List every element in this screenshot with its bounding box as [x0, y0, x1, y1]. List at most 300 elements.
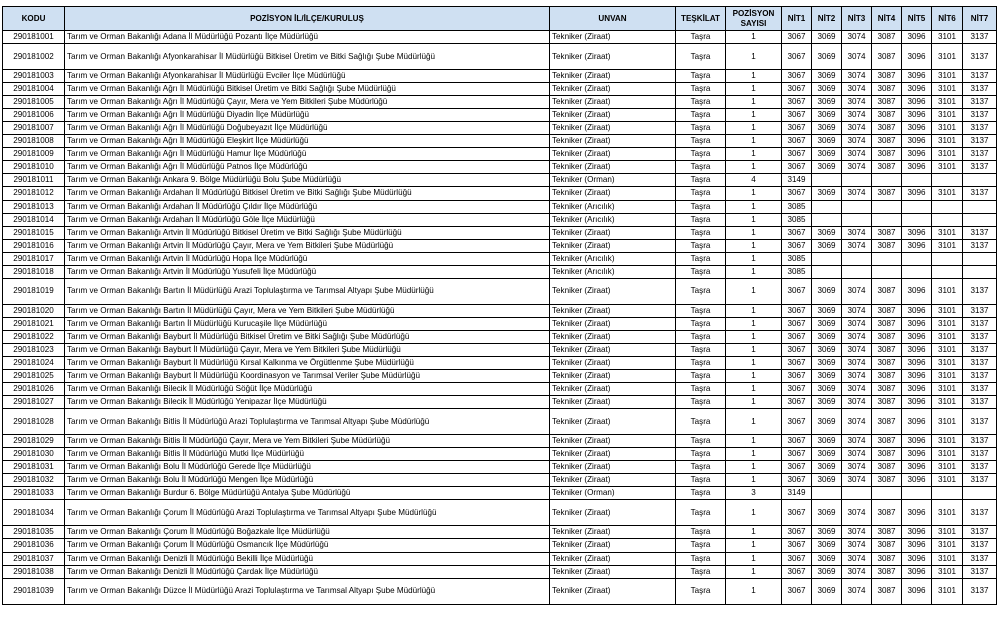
cell-pozisyon: Tarım ve Orman Bakanlığı Artvin İl Müdürlüğü Çayır, Mera ve Yem Bitkileri Şube Müdürlüğü: [65, 239, 550, 252]
cell-kodu: 290181024: [3, 356, 65, 369]
cell-nit2: 3069: [812, 226, 842, 239]
cell-kodu: 290181014: [3, 213, 65, 226]
cell-nit7: 3137: [963, 148, 997, 161]
cell-teskilat: Taşra: [676, 396, 726, 409]
cell-nit3: 3074: [842, 474, 872, 487]
table-row: [3, 343, 997, 356]
cell-unvan: Tekniker (Ziraat): [550, 330, 676, 343]
cell-nit6: 3101: [932, 278, 963, 304]
cell-nit6: [932, 174, 963, 187]
cell-nit3: [842, 252, 872, 265]
table-row: [3, 226, 997, 239]
cell-pozisyon: Tarım ve Orman Bakanlığı Bolu İl Müdürlüğü Gerede İlçe Müdürlüğü: [65, 461, 550, 474]
cell-unvan: Tekniker (Ziraat): [550, 317, 676, 330]
cell-nit7: 3137: [963, 578, 997, 604]
cell-pozisyon-sayisi: 3: [726, 487, 782, 500]
cell-nit6: 3101: [932, 500, 963, 526]
cell-nit4: [872, 200, 902, 213]
cell-kodu: 290181037: [3, 552, 65, 565]
cell-pozisyon: Tarım ve Orman Bakanlığı Ağrı İl Müdürlüğü Eleşkirt İlçe Müdürlüğü: [65, 135, 550, 148]
cell-unvan: Tekniker (Ziraat): [550, 122, 676, 135]
cell-teskilat: Taşra: [676, 474, 726, 487]
table-row: [3, 31, 997, 44]
header-nit5: NİT5: [902, 7, 932, 31]
cell-unvan: Tekniker (Ziraat): [550, 343, 676, 356]
cell-nit4: 3087: [872, 109, 902, 122]
cell-nit6: 3101: [932, 578, 963, 604]
cell-nit7: 3137: [963, 356, 997, 369]
cell-nit2: 3069: [812, 161, 842, 174]
cell-pozisyon-sayisi: 1: [726, 539, 782, 552]
cell-nit2: 3069: [812, 278, 842, 304]
cell-nit4: 3087: [872, 330, 902, 343]
cell-nit6: [932, 213, 963, 226]
cell-nit6: 3101: [932, 330, 963, 343]
cell-teskilat: Taşra: [676, 122, 726, 135]
cell-nit3: 3074: [842, 239, 872, 252]
cell-pozisyon: Tarım ve Orman Bakanlığı Ardahan İl Müdürlüğü Bitkisel Üretim ve Bitki Sağlığı Şube Müdürlüğü: [65, 187, 550, 200]
cell-nit5: [902, 265, 932, 278]
cell-nit3: 3074: [842, 370, 872, 383]
cell-nit7: 3137: [963, 278, 997, 304]
table-row: [3, 161, 997, 174]
cell-pozisyon: Tarım ve Orman Bakanlığı Afyonkarahisar İl Müdürlüğü Bitkisel Üretim ve Bitki Sağlığı Şube Müdürlüğü: [65, 44, 550, 70]
header-sayi-line2: SAYISI: [740, 18, 767, 28]
cell-kodu: 290181026: [3, 383, 65, 396]
cell-pozisyon: Tarım ve Orman Bakanlığı Düzce İl Müdürlüğü Arazi Toplulaştırma ve Tarımsal Altyapı Şube Müdürlüğü: [65, 578, 550, 604]
table-body: [3, 31, 997, 605]
cell-teskilat: Taşra: [676, 317, 726, 330]
cell-unvan: Tekniker (Ziraat): [550, 226, 676, 239]
cell-nit7: 3137: [963, 187, 997, 200]
cell-unvan: Tekniker (Ziraat): [550, 539, 676, 552]
cell-teskilat: Taşra: [676, 370, 726, 383]
cell-nit3: 3074: [842, 330, 872, 343]
cell-pozisyon-sayisi: 1: [726, 370, 782, 383]
cell-nit4: 3087: [872, 383, 902, 396]
cell-teskilat: Taşra: [676, 356, 726, 369]
cell-nit3: 3074: [842, 526, 872, 539]
cell-nit5: 3096: [902, 356, 932, 369]
cell-nit4: 3087: [872, 70, 902, 83]
cell-nit1: 3067: [782, 83, 812, 96]
table-row: [3, 461, 997, 474]
cell-teskilat: Taşra: [676, 200, 726, 213]
cell-pozisyon: Tarım ve Orman Bakanlığı Ardahan İl Müdürlüğü Göle İlçe Müdürlüğü: [65, 213, 550, 226]
cell-nit4: 3087: [872, 461, 902, 474]
cell-nit7: 3137: [963, 461, 997, 474]
cell-pozisyon-sayisi: 1: [726, 278, 782, 304]
cell-pozisyon-sayisi: 1: [726, 122, 782, 135]
cell-nit2: 3069: [812, 539, 842, 552]
cell-nit6: 3101: [932, 83, 963, 96]
cell-nit2: 3069: [812, 330, 842, 343]
cell-nit4: 3087: [872, 31, 902, 44]
cell-teskilat: Taşra: [676, 304, 726, 317]
table-row: [3, 396, 997, 409]
cell-pozisyon-sayisi: 1: [726, 239, 782, 252]
cell-unvan: Tekniker (Ziraat): [550, 474, 676, 487]
table-row: [3, 174, 997, 187]
cell-nit3: 3074: [842, 109, 872, 122]
cell-nit5: [902, 200, 932, 213]
table-row: [3, 213, 997, 226]
cell-nit3: 3074: [842, 135, 872, 148]
cell-nit2: [812, 487, 842, 500]
cell-unvan: Tekniker (Ziraat): [550, 161, 676, 174]
cell-nit7: 3137: [963, 565, 997, 578]
cell-pozisyon-sayisi: 1: [726, 148, 782, 161]
cell-nit5: 3096: [902, 474, 932, 487]
cell-nit7: 3137: [963, 44, 997, 70]
table-row: [3, 187, 997, 200]
cell-kodu: 290181033: [3, 487, 65, 500]
cell-nit6: 3101: [932, 109, 963, 122]
cell-nit3: 3074: [842, 448, 872, 461]
header-nit4: NİT4: [872, 7, 902, 31]
cell-nit5: 3096: [902, 31, 932, 44]
cell-pozisyon: Tarım ve Orman Bakanlığı Bartın İl Müdürlüğü Arazi Toplulaştırma ve Tarımsal Altyapı Şube Müdürlüğü: [65, 278, 550, 304]
cell-pozisyon: Tarım ve Orman Bakanlığı Bolu İl Müdürlüğü Mengen İlçe Müdürlüğü: [65, 474, 550, 487]
cell-nit5: 3096: [902, 161, 932, 174]
cell-nit1: 3149: [782, 487, 812, 500]
cell-nit2: 3069: [812, 435, 842, 448]
cell-kodu: 290181007: [3, 122, 65, 135]
cell-nit5: 3096: [902, 187, 932, 200]
cell-nit1: 3067: [782, 396, 812, 409]
cell-nit1: 3067: [782, 370, 812, 383]
cell-pozisyon-sayisi: 1: [726, 135, 782, 148]
cell-pozisyon-sayisi: 1: [726, 448, 782, 461]
cell-unvan: Tekniker (Ziraat): [550, 304, 676, 317]
cell-nit1: 3067: [782, 44, 812, 70]
cell-nit1: 3067: [782, 226, 812, 239]
cell-pozisyon-sayisi: 1: [726, 435, 782, 448]
cell-kodu: 290181023: [3, 343, 65, 356]
cell-nit1: 3085: [782, 213, 812, 226]
header-nit3: NİT3: [842, 7, 872, 31]
cell-nit1: 3067: [782, 135, 812, 148]
cell-teskilat: Taşra: [676, 539, 726, 552]
cell-teskilat: Taşra: [676, 409, 726, 435]
cell-nit1: 3085: [782, 252, 812, 265]
cell-teskilat: Taşra: [676, 83, 726, 96]
cell-pozisyon-sayisi: 1: [726, 356, 782, 369]
cell-nit7: [963, 252, 997, 265]
cell-unvan: Tekniker (Ziraat): [550, 578, 676, 604]
table-row: [3, 578, 997, 604]
cell-nit7: 3137: [963, 474, 997, 487]
cell-nit6: 3101: [932, 552, 963, 565]
cell-nit4: 3087: [872, 448, 902, 461]
table-row: [3, 304, 997, 317]
cell-pozisyon: Tarım ve Orman Bakanlığı Ardahan İl Müdürlüğü Çıldır İlçe Müdürlüğü: [65, 200, 550, 213]
cell-nit7: 3137: [963, 226, 997, 239]
cell-kodu: 290181005: [3, 96, 65, 109]
cell-nit7: [963, 213, 997, 226]
cell-kodu: 290181020: [3, 304, 65, 317]
cell-unvan: Tekniker (Ziraat): [550, 96, 676, 109]
header-nit1: NİT1: [782, 7, 812, 31]
table-row: [3, 474, 997, 487]
cell-kodu: 290181013: [3, 200, 65, 213]
cell-nit2: 3069: [812, 578, 842, 604]
cell-nit1: 3067: [782, 278, 812, 304]
cell-nit7: 3137: [963, 122, 997, 135]
cell-nit7: 3137: [963, 135, 997, 148]
cell-nit4: 3087: [872, 552, 902, 565]
cell-kodu: 290181028: [3, 409, 65, 435]
cell-teskilat: Taşra: [676, 578, 726, 604]
cell-nit2: 3069: [812, 187, 842, 200]
cell-pozisyon-sayisi: 1: [726, 317, 782, 330]
cell-nit6: 3101: [932, 317, 963, 330]
cell-teskilat: Taşra: [676, 552, 726, 565]
cell-unvan: Tekniker (Ziraat): [550, 526, 676, 539]
cell-nit2: [812, 265, 842, 278]
cell-pozisyon: Tarım ve Orman Bakanlığı Artvin İl Müdürlüğü Bitkisel Üretim ve Bitki Sağlığı Şube Müdürlüğü: [65, 226, 550, 239]
cell-pozisyon-sayisi: 1: [726, 500, 782, 526]
cell-nit6: 3101: [932, 383, 963, 396]
cell-nit7: 3137: [963, 83, 997, 96]
cell-nit3: 3074: [842, 83, 872, 96]
cell-pozisyon: Tarım ve Orman Bakanlığı Bitlis İl Müdürlüğü Mutki İlçe Müdürlüğü: [65, 448, 550, 461]
cell-nit7: [963, 200, 997, 213]
cell-pozisyon-sayisi: 1: [726, 96, 782, 109]
cell-nit1: 3067: [782, 565, 812, 578]
cell-teskilat: Taşra: [676, 330, 726, 343]
cell-nit5: [902, 213, 932, 226]
header-unvan: UNVAN: [550, 7, 676, 31]
cell-pozisyon: Tarım ve Orman Bakanlığı Ağrı İl Müdürlüğü Hamur İlçe Müdürlüğü: [65, 148, 550, 161]
cell-pozisyon-sayisi: 1: [726, 578, 782, 604]
cell-nit2: 3069: [812, 239, 842, 252]
cell-pozisyon-sayisi: 1: [726, 343, 782, 356]
cell-nit6: 3101: [932, 409, 963, 435]
cell-nit4: 3087: [872, 317, 902, 330]
cell-pozisyon-sayisi: 1: [726, 396, 782, 409]
cell-nit2: 3069: [812, 135, 842, 148]
table-row: [3, 317, 997, 330]
cell-nit3: [842, 200, 872, 213]
cell-nit4: 3087: [872, 239, 902, 252]
cell-nit5: 3096: [902, 578, 932, 604]
cell-pozisyon: Tarım ve Orman Bakanlığı Bitlis İl Müdürlüğü Çayır, Mera ve Yem Bitkileri Şube Müdürlüğü: [65, 435, 550, 448]
cell-nit6: 3101: [932, 148, 963, 161]
cell-nit1: 3067: [782, 122, 812, 135]
cell-nit6: 3101: [932, 396, 963, 409]
cell-nit2: [812, 200, 842, 213]
cell-unvan: Tekniker (Ziraat): [550, 409, 676, 435]
cell-teskilat: Taşra: [676, 265, 726, 278]
cell-kodu: 290181015: [3, 226, 65, 239]
cell-unvan: Tekniker (Ziraat): [550, 396, 676, 409]
table-row: [3, 526, 997, 539]
cell-nit7: 3137: [963, 96, 997, 109]
cell-nit2: [812, 252, 842, 265]
cell-nit7: 3137: [963, 109, 997, 122]
cell-teskilat: Taşra: [676, 343, 726, 356]
cell-nit4: 3087: [872, 474, 902, 487]
cell-teskilat: Taşra: [676, 278, 726, 304]
cell-pozisyon-sayisi: 1: [726, 226, 782, 239]
table-row: [3, 70, 997, 83]
cell-nit1: 3067: [782, 109, 812, 122]
cell-nit6: 3101: [932, 96, 963, 109]
cell-unvan: Tekniker (Ziraat): [550, 565, 676, 578]
cell-kodu: 290181001: [3, 31, 65, 44]
cell-pozisyon-sayisi: 1: [726, 83, 782, 96]
cell-nit5: [902, 252, 932, 265]
cell-teskilat: Taşra: [676, 383, 726, 396]
cell-nit1: 3067: [782, 552, 812, 565]
cell-kodu: 290181039: [3, 578, 65, 604]
positions-table: [2, 6, 997, 605]
cell-nit2: 3069: [812, 70, 842, 83]
cell-nit7: 3137: [963, 317, 997, 330]
cell-pozisyon: Tarım ve Orman Bakanlığı Ağrı İl Müdürlüğü Doğubeyazıt İlçe Müdürlüğü: [65, 122, 550, 135]
cell-nit3: 3074: [842, 148, 872, 161]
cell-kodu: 290181006: [3, 109, 65, 122]
table-row: [3, 252, 997, 265]
cell-kodu: 290181025: [3, 370, 65, 383]
cell-unvan: Tekniker (Ziraat): [550, 109, 676, 122]
header-nit6: NİT6: [932, 7, 963, 31]
cell-nit3: 3074: [842, 396, 872, 409]
cell-nit4: 3087: [872, 500, 902, 526]
cell-nit5: 3096: [902, 44, 932, 70]
cell-nit3: 3074: [842, 552, 872, 565]
cell-teskilat: Taşra: [676, 461, 726, 474]
cell-nit5: 3096: [902, 226, 932, 239]
cell-nit3: 3074: [842, 317, 872, 330]
cell-nit5: 3096: [902, 96, 932, 109]
cell-nit7: 3137: [963, 539, 997, 552]
cell-nit5: 3096: [902, 278, 932, 304]
cell-teskilat: Taşra: [676, 487, 726, 500]
table-row: [3, 552, 997, 565]
cell-pozisyon: Tarım ve Orman Bakanlığı Burdur 6. Bölge Müdürlüğü Antalya Şube Müdürlüğü: [65, 487, 550, 500]
cell-nit3: 3074: [842, 278, 872, 304]
cell-nit7: 3137: [963, 304, 997, 317]
cell-nit3: [842, 487, 872, 500]
cell-nit2: 3069: [812, 109, 842, 122]
cell-nit5: 3096: [902, 135, 932, 148]
cell-nit7: 3137: [963, 552, 997, 565]
table-row: [3, 500, 997, 526]
cell-nit4: 3087: [872, 187, 902, 200]
cell-nit5: 3096: [902, 83, 932, 96]
cell-teskilat: Taşra: [676, 526, 726, 539]
cell-nit5: 3096: [902, 343, 932, 356]
cell-nit4: 3087: [872, 578, 902, 604]
cell-nit4: 3087: [872, 122, 902, 135]
cell-nit5: [902, 174, 932, 187]
cell-nit3: 3074: [842, 343, 872, 356]
cell-nit5: [902, 487, 932, 500]
cell-nit3: 3074: [842, 435, 872, 448]
cell-nit4: 3087: [872, 409, 902, 435]
cell-nit2: 3069: [812, 96, 842, 109]
cell-nit2: [812, 174, 842, 187]
cell-nit5: 3096: [902, 370, 932, 383]
cell-nit4: [872, 265, 902, 278]
cell-nit7: 3137: [963, 343, 997, 356]
table-row: [3, 83, 997, 96]
cell-pozisyon-sayisi: 1: [726, 474, 782, 487]
cell-unvan: Tekniker (Ziraat): [550, 278, 676, 304]
cell-nit6: 3101: [932, 435, 963, 448]
cell-unvan: Tekniker (Ziraat): [550, 135, 676, 148]
cell-nit1: 3067: [782, 461, 812, 474]
cell-unvan: Tekniker (Orman): [550, 487, 676, 500]
cell-nit1: 3067: [782, 356, 812, 369]
cell-pozisyon-sayisi: 1: [726, 265, 782, 278]
cell-nit1: 3067: [782, 448, 812, 461]
cell-unvan: Tekniker (Ziraat): [550, 31, 676, 44]
cell-teskilat: Taşra: [676, 448, 726, 461]
cell-kodu: 290181022: [3, 330, 65, 343]
cell-pozisyon-sayisi: 1: [726, 565, 782, 578]
cell-nit7: 3137: [963, 409, 997, 435]
table-row: [3, 370, 997, 383]
cell-pozisyon: Tarım ve Orman Bakanlığı Ağrı İl Müdürlüğü Diyadin İlçe Müdürlüğü: [65, 109, 550, 122]
cell-nit4: 3087: [872, 370, 902, 383]
cell-nit5: 3096: [902, 148, 932, 161]
cell-nit7: [963, 174, 997, 187]
cell-pozisyon-sayisi: 1: [726, 383, 782, 396]
cell-nit3: 3074: [842, 31, 872, 44]
cell-unvan: Tekniker (Ziraat): [550, 461, 676, 474]
cell-nit6: [932, 200, 963, 213]
cell-nit6: 3101: [932, 565, 963, 578]
cell-nit1: 3067: [782, 239, 812, 252]
header-pozisyon-sayisi: [726, 7, 782, 31]
cell-nit4: 3087: [872, 44, 902, 70]
cell-nit2: 3069: [812, 370, 842, 383]
cell-nit6: 3101: [932, 44, 963, 70]
cell-nit5: 3096: [902, 396, 932, 409]
cell-unvan: Tekniker (Ziraat): [550, 552, 676, 565]
cell-pozisyon: Tarım ve Orman Bakanlığı Bartın İl Müdürlüğü Kurucaşile İlçe Müdürlüğü: [65, 317, 550, 330]
table-row: [3, 330, 997, 343]
cell-kodu: 290181010: [3, 161, 65, 174]
cell-teskilat: Taşra: [676, 435, 726, 448]
cell-nit5: 3096: [902, 317, 932, 330]
cell-pozisyon-sayisi: 1: [726, 330, 782, 343]
cell-pozisyon: Tarım ve Orman Bakanlığı Bilecik İl Müdürlüğü Söğüt İlçe Müdürlüğü: [65, 383, 550, 396]
cell-nit6: 3101: [932, 70, 963, 83]
cell-nit5: 3096: [902, 383, 932, 396]
cell-nit7: 3137: [963, 239, 997, 252]
cell-teskilat: Taşra: [676, 226, 726, 239]
cell-teskilat: Taşra: [676, 174, 726, 187]
cell-nit2: 3069: [812, 148, 842, 161]
cell-nit6: 3101: [932, 187, 963, 200]
cell-pozisyon-sayisi: 1: [726, 161, 782, 174]
cell-nit1: 3067: [782, 31, 812, 44]
cell-nit3: [842, 174, 872, 187]
cell-nit7: 3137: [963, 500, 997, 526]
cell-nit6: [932, 252, 963, 265]
cell-pozisyon-sayisi: 1: [726, 187, 782, 200]
cell-nit6: 3101: [932, 356, 963, 369]
cell-unvan: Tekniker (Ziraat): [550, 239, 676, 252]
cell-kodu: 290181016: [3, 239, 65, 252]
cell-nit6: 3101: [932, 448, 963, 461]
cell-nit2: 3069: [812, 500, 842, 526]
cell-pozisyon: Tarım ve Orman Bakanlığı Artvin İl Müdürlüğü Yusufeli İlçe Müdürlüğü: [65, 265, 550, 278]
